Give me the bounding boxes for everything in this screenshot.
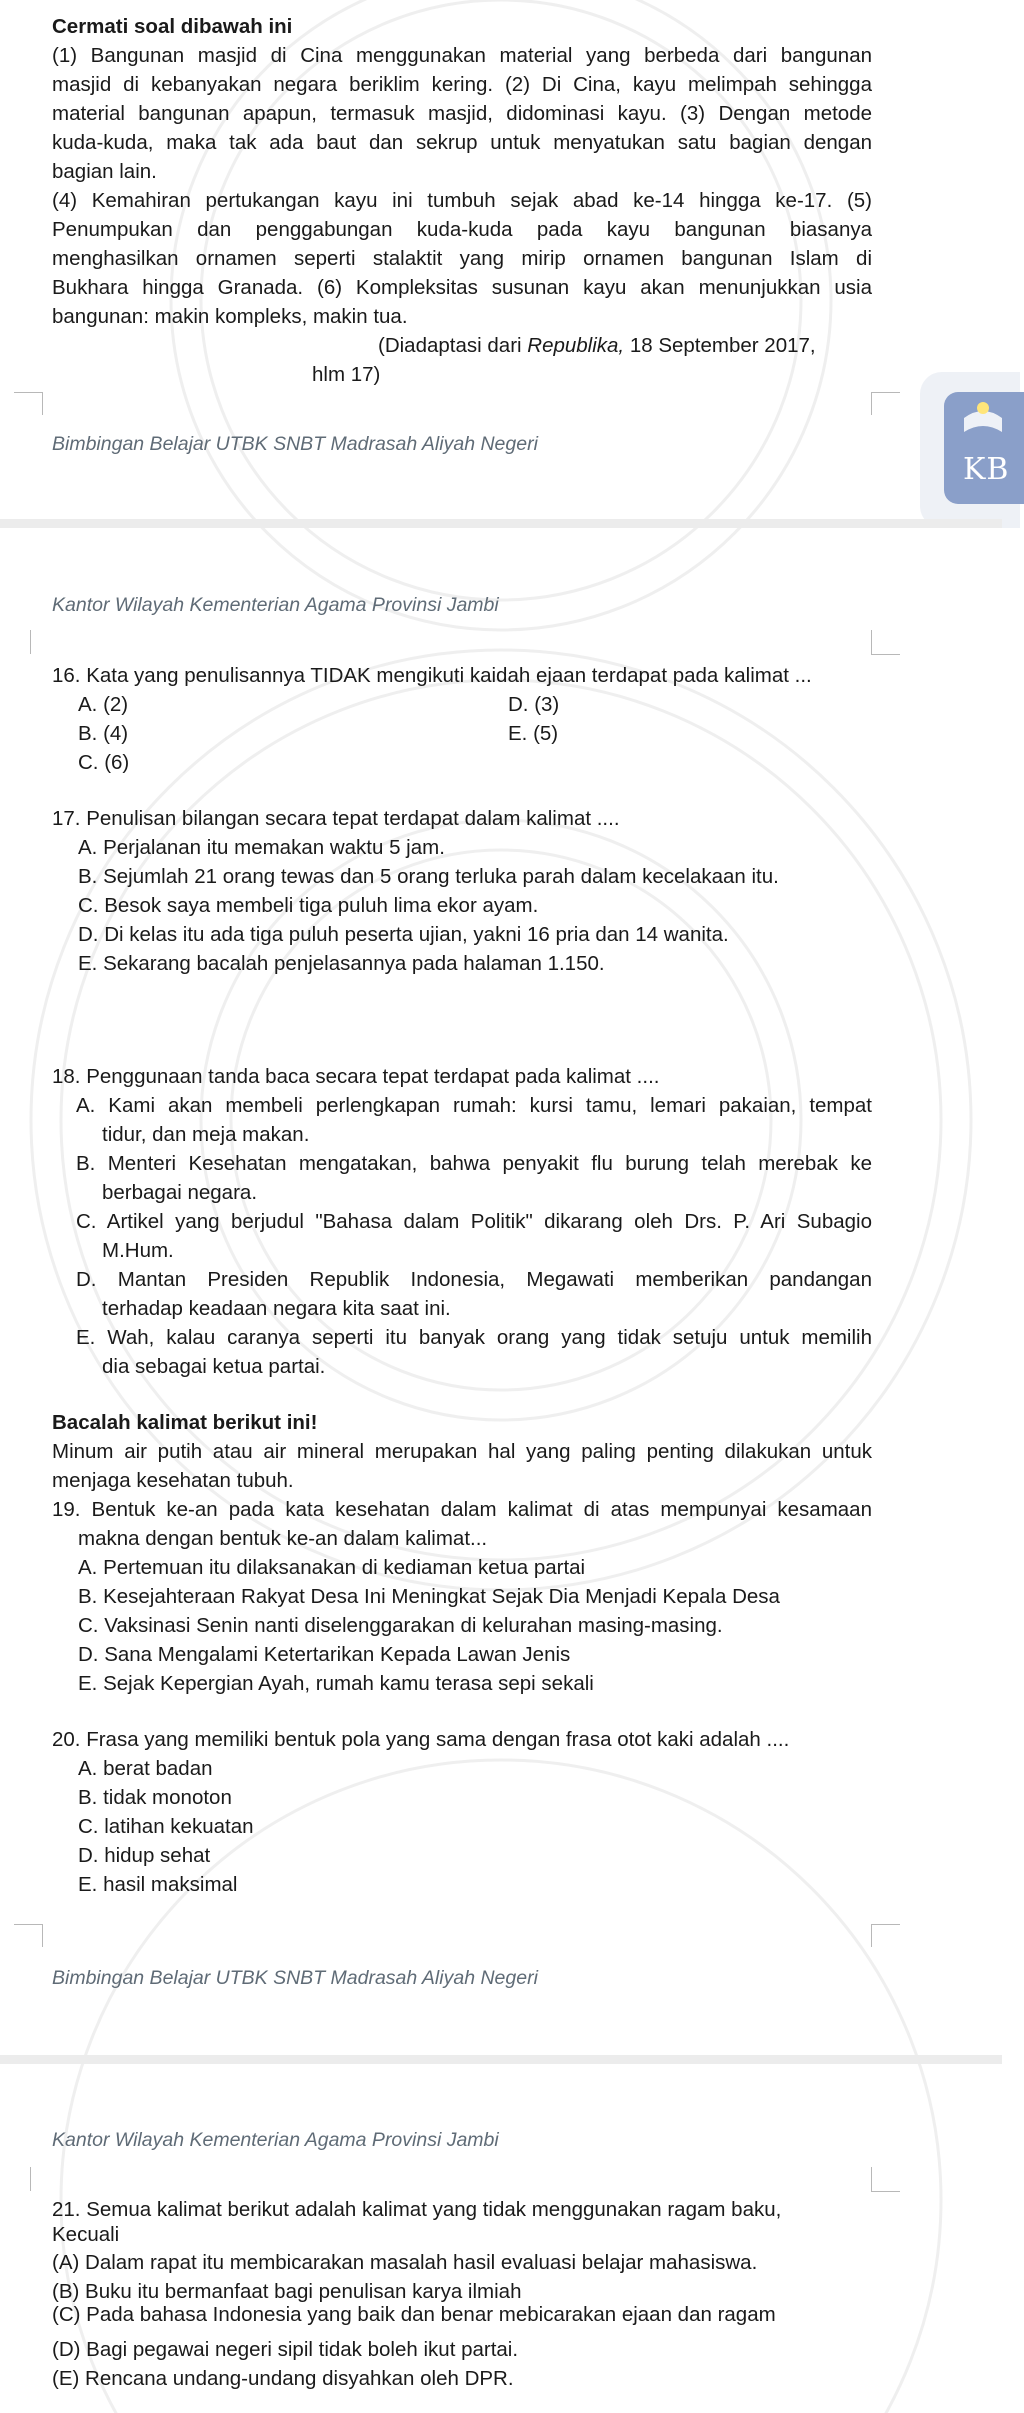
q19-option[interactable]: A. Pertemuan itu dilaksanakan di kediaman ketua partai	[78, 1556, 586, 1579]
page-corner-mark	[2, 2167, 31, 2191]
q18-option-b[interactable]: B. Menteri Kesehatan mengatakan, bahwa penyakit flu burung telah merebak ke	[76, 1152, 872, 1175]
question-19-stem-cont: makna dengan bentuk ke-an dalam kalimat...	[78, 1527, 488, 1550]
passage-line: Bukhara hingga Granada. (6) Kompleksitas susunan kayu akan menunjukkan usia	[52, 276, 872, 299]
page-corner-mark	[2, 630, 31, 654]
q18-option-d-cont: terhadap keadaan negara kita saat ini.	[102, 1297, 451, 1320]
question-19-stem: 19. Bentuk ke-an pada kata kesehatan dalam kalimat di atas mempunyai kesamaan	[52, 1498, 872, 1521]
passage-heading: Cermati soal dibawah ini	[52, 15, 293, 38]
q21-option[interactable]: (C) Pada bahasa Indonesia yang baik dan benar mebicarakan ejaan dan ragam	[52, 2303, 776, 2326]
page-footer: Bimbingan Belajar UTBK SNBT Madrasah Aliyah Negeri	[52, 433, 538, 455]
q18-option-c-cont: M.Hum.	[102, 1239, 174, 1262]
page-footer: Bimbingan Belajar UTBK SNBT Madrasah Aliyah Negeri	[52, 1967, 538, 1989]
q18-option-d[interactable]: D. Mantan Presiden Republik Indonesia, Megawati memberikan pandangan	[76, 1268, 872, 1291]
passage-line: (4) Kemahiran pertukangan kayu ini tumbuh sejak abad ke-14 hingga ke-17. (5)	[52, 189, 872, 212]
passage-line: material bangunan apapun, termasuk masjid, didominasi kayu. (3) Dengan metode	[52, 102, 872, 125]
q17-option[interactable]: C. Besok saya membeli tiga puluh lima ekor ayam.	[78, 894, 539, 917]
q20-option[interactable]: B. tidak monoton	[78, 1786, 232, 1809]
q18-option-b-cont: berbagai negara.	[102, 1181, 258, 1204]
q20-option[interactable]: D. hidup sehat	[78, 1844, 211, 1867]
passage-source-page: hlm 17)	[312, 363, 381, 386]
q17-option[interactable]: B. Sejumlah 21 orang tewas dan 5 orang terluka parah dalam kecelakaan itu.	[78, 865, 779, 888]
q18-option-c[interactable]: C. Artikel yang berjudul "Bahasa dalam Politik" dikarang oleh Drs. P. Ari Subagio	[76, 1210, 872, 1233]
q19-option[interactable]: C. Vaksinasi Senin nanti diselenggarakan di kelurahan masing-masing.	[78, 1614, 723, 1637]
page-corner-mark	[14, 392, 43, 415]
page-corner-mark	[14, 1924, 43, 1947]
q19-option[interactable]: E. Sejak Kepergian Ayah, rumah kamu terasa sepi sekali	[78, 1672, 594, 1695]
passage-source: (Diadaptasi dari Republika, 18 September 2017,	[378, 334, 816, 357]
passage-line: kuda-kuda, maka tak ada baut dan sekrup untuk menyatukan satu bagian dengan	[52, 131, 872, 154]
passage-line: (1) Bangunan masjid di Cina menggunakan material yang berbeda dari bangunan	[52, 44, 872, 67]
page-separator	[0, 2055, 1002, 2064]
question-20-stem: 20. Frasa yang memiliki bentuk pola yang sama dengan frasa otot kaki adalah ....	[52, 1728, 790, 1751]
q19-intro: Minum air putih atau air mineral merupakan hal yang paling penting dilakukan untuk	[52, 1440, 872, 1463]
q20-option[interactable]: C. latihan kekuatan	[78, 1815, 254, 1838]
q21-option[interactable]: (D) Bagi pegawai negeri sipil tidak boleh ikut partai.	[52, 2338, 519, 2361]
question-21-stem: 21. Semua kalimat berikut adalah kalimat yang tidak menggunakan ragam baku,	[52, 2198, 782, 2221]
q17-option[interactable]: A. Perjalanan itu memakan waktu 5 jam.	[78, 836, 445, 859]
page-corner-mark	[871, 392, 900, 415]
q20-option[interactable]: E. hasil maksimal	[78, 1873, 238, 1896]
q19-intro-cont: menjaga kesehatan tubuh.	[52, 1469, 294, 1492]
q21-option[interactable]: (A) Dalam rapat itu membicarakan masalah hasil evaluasi belajar mahasiswa.	[52, 2251, 758, 2274]
q16-option-a[interactable]: A. (2)	[78, 693, 129, 716]
q18-option-e-cont: dia sebagai ketua partai.	[102, 1355, 326, 1378]
q18-option-a-cont: tidur, dan meja makan.	[102, 1123, 310, 1146]
page-header: Kantor Wilayah Kementerian Agama Provinsi Jambi	[52, 2129, 499, 2151]
q18-option-e[interactable]: E. Wah, kalau caranya seperti itu banyak orang yang tidak setuju untuk memilih	[76, 1326, 872, 1349]
question-21-stem-cont: Kecuali	[52, 2223, 120, 2246]
question-17-stem: 17. Penulisan bilangan secara tepat terdapat dalam kalimat ....	[52, 807, 620, 830]
q19-option[interactable]: D. Sana Mengalami Ketertarikan Kepada Lawan Jenis	[78, 1643, 571, 1666]
passage-line: bangunan: makin kompleks, makin tua.	[52, 305, 408, 328]
passage-line: menghasilkan ornamen seperti stalaktit yang mirip ornamen bangunan Islam di	[52, 247, 872, 270]
passage-line: bagian lain.	[52, 160, 157, 183]
logo-text: KB	[963, 452, 1010, 487]
q17-option[interactable]: E. Sekarang bacalah penjelasannya pada halaman 1.150.	[78, 952, 605, 975]
q16-option-b[interactable]: B. (4)	[78, 722, 129, 745]
passage-line: masjid di kebanyakan negara beriklim kering. (2) Di Cina, kayu melimpah sehingga	[52, 73, 872, 96]
q16-option-c[interactable]: C. (6)	[78, 751, 130, 774]
q16-option-d[interactable]: D. (3)	[508, 693, 560, 716]
q21-option[interactable]: (E) Rencana undang-undang disyahkan oleh DPR.	[52, 2367, 514, 2390]
page-corner-mark	[871, 1924, 900, 1947]
q21-option[interactable]: (B) Buku itu bermanfaat bagi penulisan karya ilmiah	[52, 2280, 522, 2303]
passage-line: Penumpukan dan penggabungan kuda-kuda pada kayu bangunan biasanya	[52, 218, 872, 241]
page-corner-mark	[871, 630, 900, 655]
q18-option-a[interactable]: A. Kami akan membeli perlengkapan rumah: kursi tamu, lemari pakaian, tempat	[76, 1094, 872, 1117]
q17-option[interactable]: D. Di kelas itu ada tiga puluh peserta ujian, yakni 16 pria dan 14 wanita.	[78, 923, 729, 946]
q19-option[interactable]: B. Kesejahteraan Rakyat Desa Ini Meningkat Sejak Dia Menjadi Kepala Desa	[78, 1585, 780, 1608]
page-corner-mark	[871, 2167, 900, 2192]
q16-option-e[interactable]: E. (5)	[508, 722, 559, 745]
question-16-stem: 16. Kata yang penulisannya TIDAK mengikuti kaidah ejaan terdapat pada kalimat ...	[52, 664, 812, 687]
page-header: Kantor Wilayah Kementerian Agama Provinsi Jambi	[52, 594, 499, 616]
q19-intro-heading: Bacalah kalimat berikut ini!	[52, 1411, 318, 1434]
question-18-stem: 18. Penggunaan tanda baca secara tepat terdapat pada kalimat ....	[52, 1065, 660, 1088]
q20-option[interactable]: A. berat badan	[78, 1757, 213, 1780]
page-separator	[0, 519, 1002, 528]
book-icon	[958, 398, 1008, 438]
